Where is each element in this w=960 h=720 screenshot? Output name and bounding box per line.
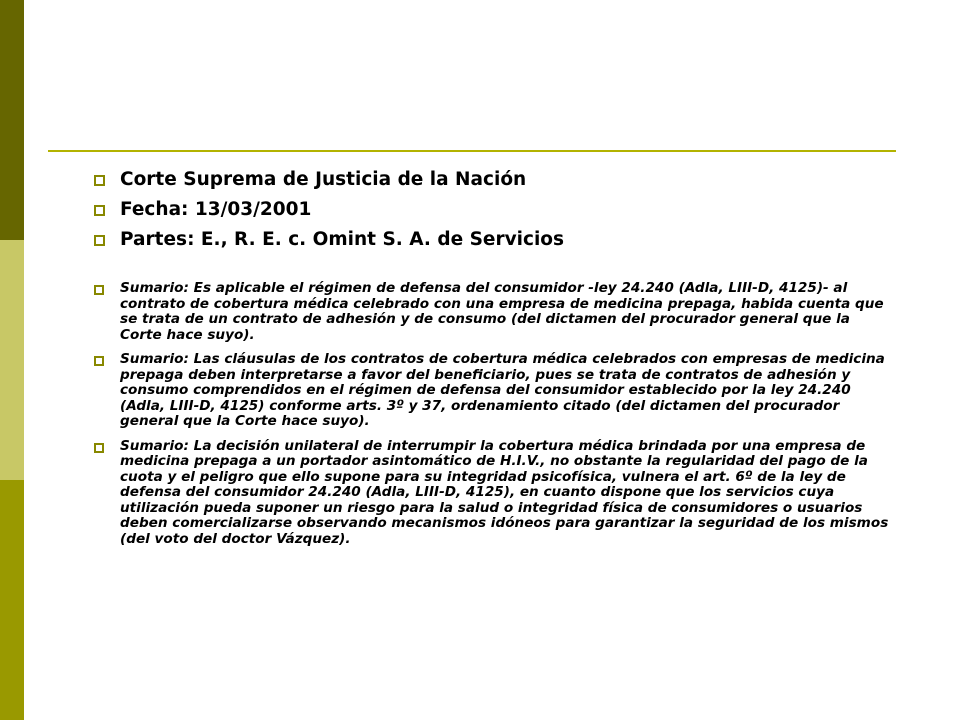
side-band-middle [0, 240, 24, 480]
summary-item-2 [90, 352, 890, 430]
side-band-top [0, 0, 24, 240]
square-bullet-icon [94, 443, 104, 453]
summary-item-3 [90, 439, 890, 548]
summary-item-1 [90, 281, 890, 343]
square-bullet-icon [94, 235, 105, 246]
square-bullet-icon [94, 205, 105, 216]
slide-content [90, 165, 890, 556]
title-divider [48, 150, 896, 152]
square-bullet-icon [94, 285, 104, 295]
case-header-list [90, 165, 890, 255]
summary-label: Sumario: [120, 351, 189, 367]
summary-list [90, 281, 890, 547]
summary-label: Sumario: [120, 280, 189, 296]
square-bullet-icon [94, 356, 104, 366]
summary-text: Es aplicable el régimen de defensa del consumidor -ley 24.240 (Adla, LIII-D, 4125)- al contrato de cobertura médica celebrado con una empresa de medicina prepaga, habida cuenta que se trata de un contrato de adhesión y de consumo (del dictamen del procurador general que la Corte hace suyo). [120, 280, 884, 343]
court-name [90, 165, 890, 195]
square-bullet-icon [94, 175, 105, 186]
case-date [90, 195, 890, 225]
side-band-bottom [0, 480, 24, 720]
case-parties-text: Partes: E., R. E. c. Omint S. A. de Servicios [120, 229, 565, 250]
summary-text: La decisión unilateral de interrumpir la cobertura médica brindada por una empresa de medicina prepaga a un portador asintomático de H.I.V., no obstante la regularidad del pago de la cuota y el peligro que ello supone para su integridad psicofísica, vulnera el art. 6º de la ley de defensa del consumidor 24.240 (Adla, LIII-D, 4125), en cuanto dispone que los servicios cuya utilización pueda suponer un riesgo para la salud o integridad física de consumidores o usuarios deben comercializarse observando mecanismos idóneos para garantizar la seguridad de los mismos (del voto del doctor Vázquez). [120, 437, 889, 547]
court-name-text: Corte Suprema de Justicia de la Nación [120, 169, 527, 190]
case-parties [90, 225, 890, 255]
summary-label: Sumario: [120, 437, 189, 454]
summary-text: Las cláusulas de los contratos de cobertura médica celebrados con empresas de medicina prepaga deben interpretarse a favor del beneficiario, pues se trata de contratos de adhesión y consumo comprendidos en el régimen de defensa del consumidor establecido por la ley 24.240 (Adla, LIII-D, 4125) conforme arts. 3º y 37, ordenamiento citado (del dictamen del procurador general que la Corte hace suyo). [120, 351, 885, 429]
case-date-text: Fecha: 13/03/2001 [120, 199, 312, 220]
